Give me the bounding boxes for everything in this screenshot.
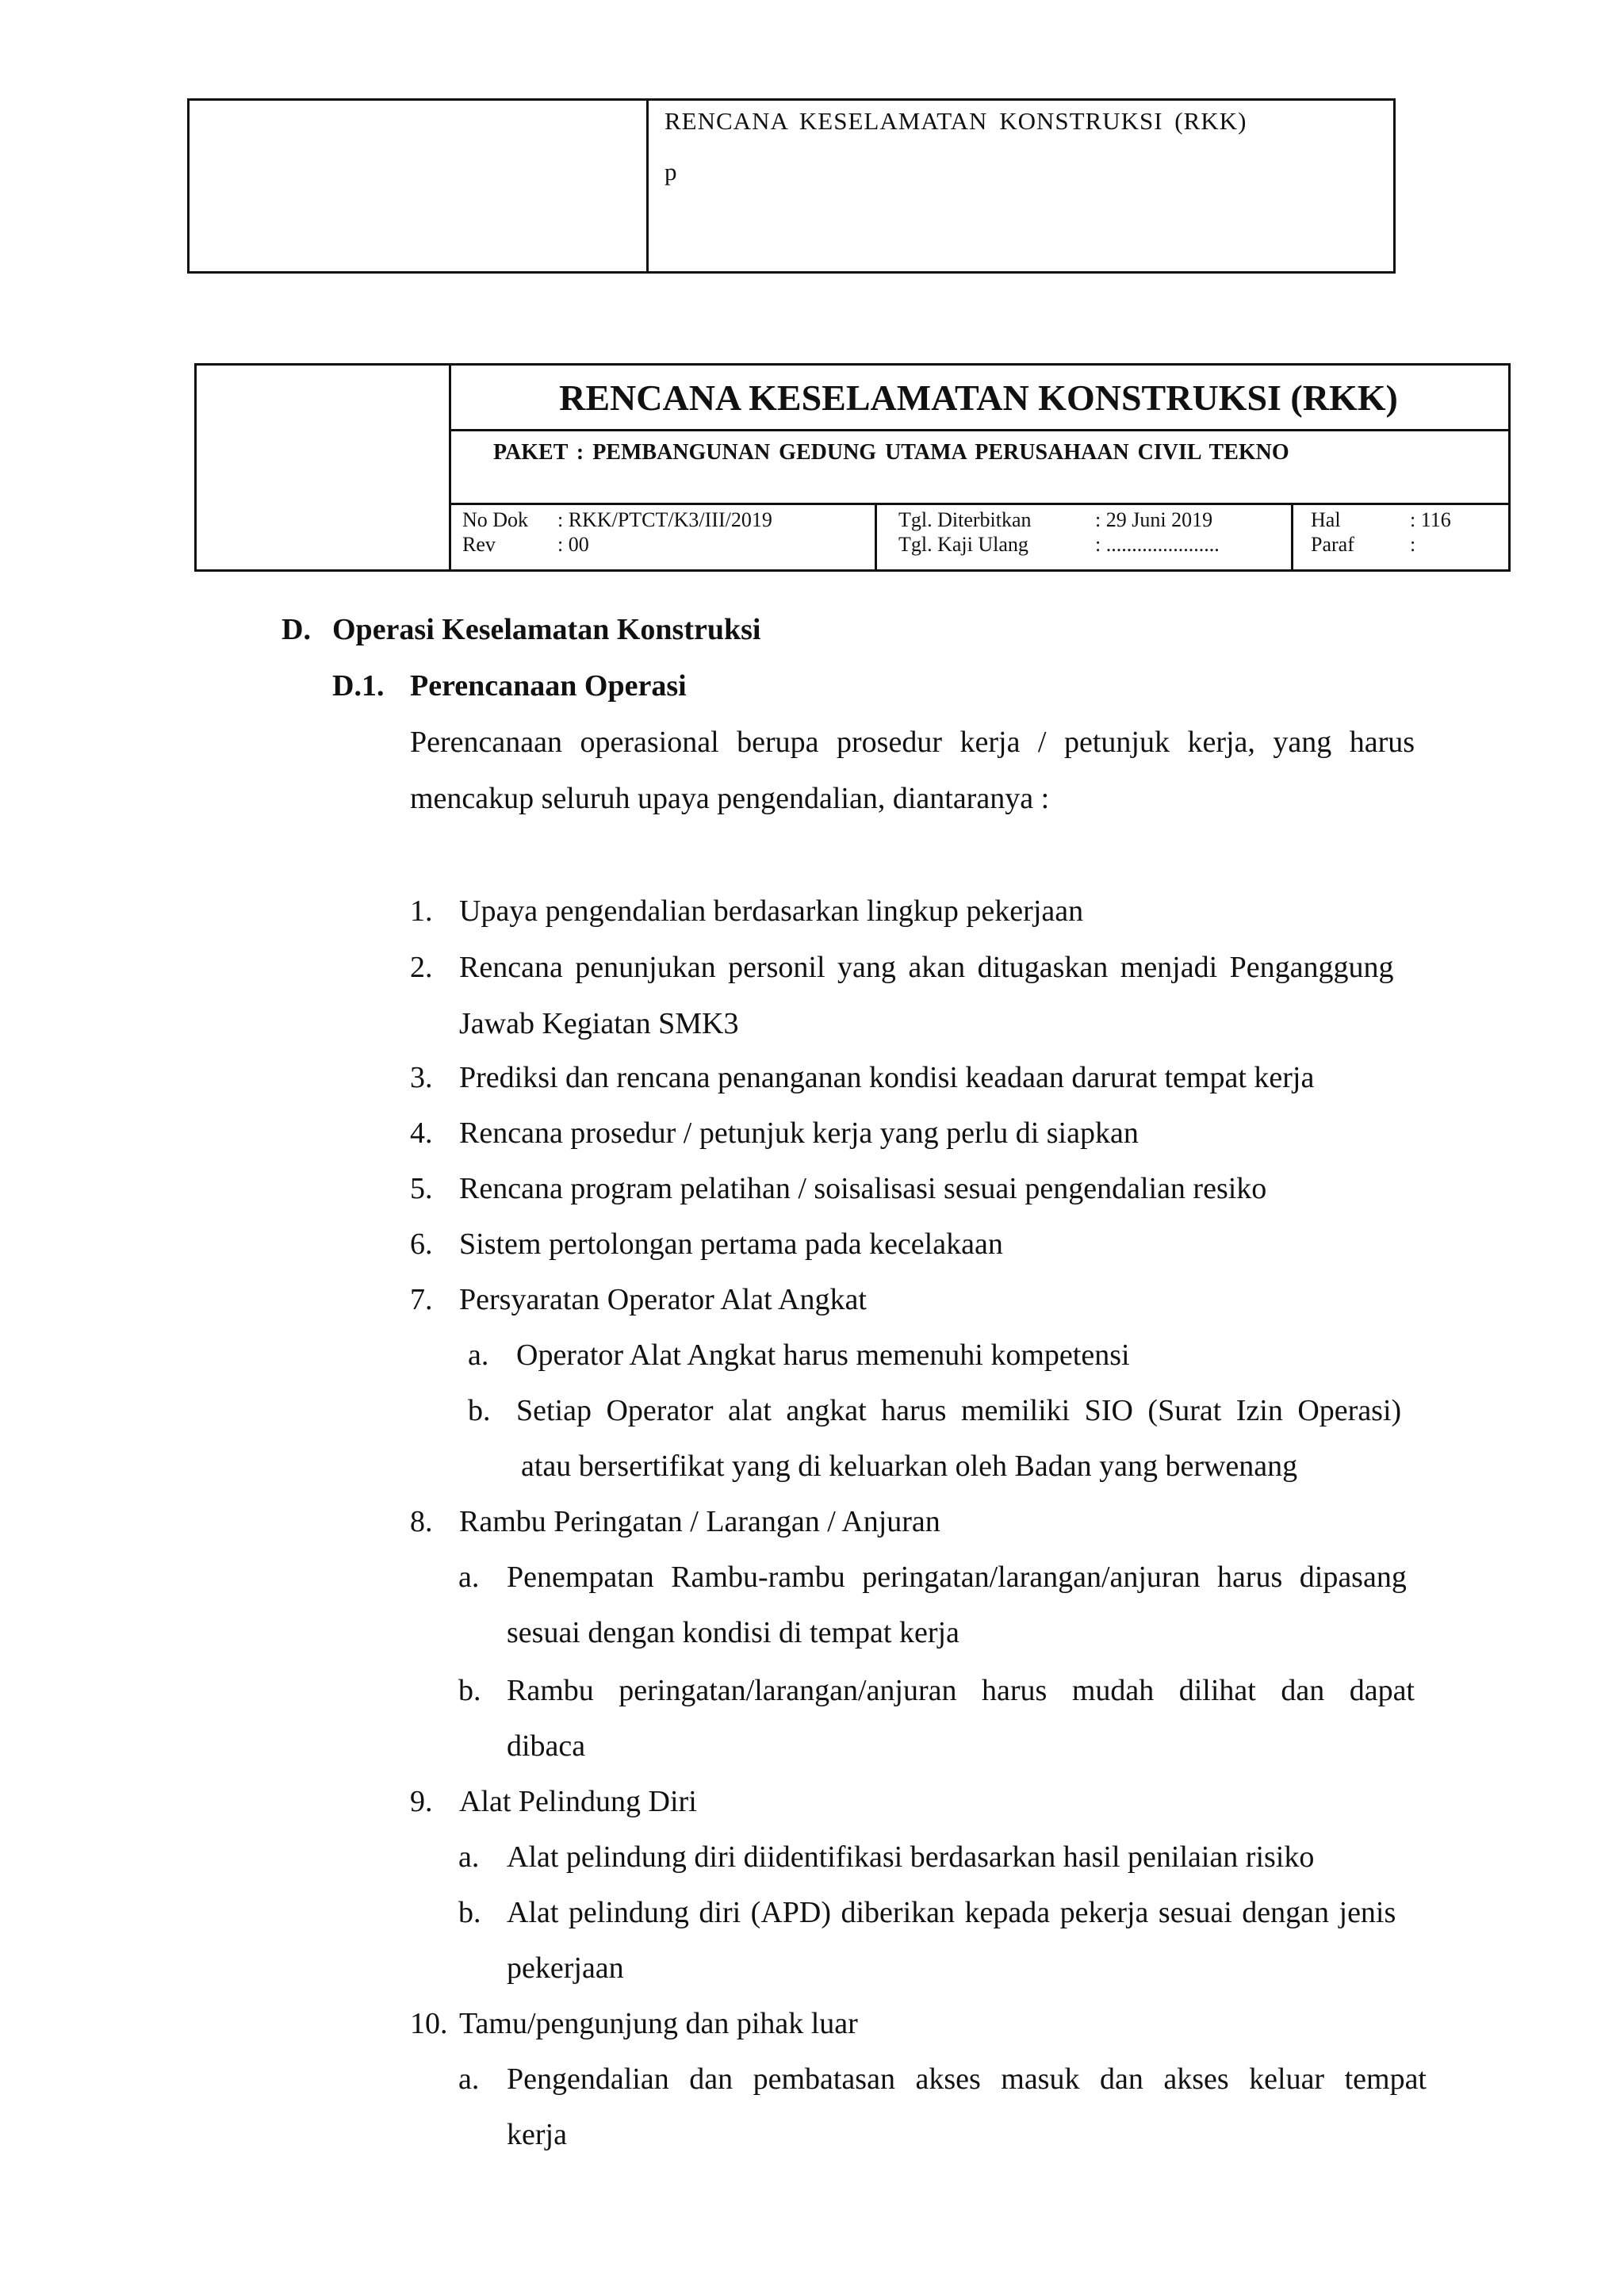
no-dok-value: : RKK/PTCT/K3/III/2019: [557, 508, 772, 531]
page-block: [1311, 507, 1451, 557]
doc-number-block: [462, 507, 772, 557]
no-dok-label: No Dok: [462, 508, 529, 531]
paraf-label: Paraf: [1311, 533, 1354, 556]
tgl-terbit-value: : 29 Juni 2019: [1095, 508, 1213, 531]
list-item: Rencana penunjukan personil yang akan ditugaskan menjadi Penganggung: [459, 951, 1394, 984]
sub-item: Rambu peringatan/larangan/anjuran harus mudah dilihat dan dapat: [507, 1674, 1415, 1707]
item-number: 9.: [410, 1785, 433, 1818]
list-item: Sistem pertolongan pertama pada kecelakaan: [459, 1227, 1003, 1261]
item-number: 10.: [410, 2007, 448, 2040]
rev-label: Rev: [462, 533, 496, 556]
list-item: Prediksi dan rencana penanganan kondisi keadaan darurat tempat kerja: [459, 1061, 1315, 1094]
sub-item-letter: b.: [458, 1896, 481, 1929]
sub-item-continuation: sesuai dengan kondisi di tempat kerja: [507, 1616, 959, 1649]
sub-item-letter: a.: [458, 1840, 480, 1874]
top-header-box: [187, 98, 1396, 274]
item-number: 6.: [410, 1227, 433, 1261]
top-box-title: RENCANA KESELAMATAN KONSTRUKSI (RKK): [665, 107, 1247, 135]
sub-item: Operator Alat Angkat harus memenuhi kompetensi: [516, 1338, 1130, 1372]
sub-item-letter: b.: [458, 1674, 481, 1707]
list-item-continuation: Jawab Kegiatan SMK3: [459, 1007, 739, 1040]
title-row-divider: [449, 429, 1508, 431]
item-number: 1.: [410, 894, 433, 928]
item-number: 5.: [410, 1172, 433, 1205]
intro-line-1: [410, 727, 1472, 757]
sub-item: Penempatan Rambu-rambu peringatan/larangan/anjuran harus dipasang: [507, 1561, 1407, 1594]
top-box-divider: [646, 101, 649, 271]
hal-value: : 116: [1410, 508, 1451, 531]
intro-line-2: mencakup seluruh upaya pengendalian, diantaranya :: [410, 782, 1050, 815]
package-line: PAKET : PEMBANGUNAN GEDUNG UTAMA PERUSAHAAN CIVIL TEKNO: [493, 440, 1289, 465]
paraf-value: :: [1410, 533, 1416, 556]
list-item: Rencana program pelatihan / soisalisasi sesuai pengendalian resiko: [459, 1172, 1267, 1205]
sub-item-continuation: dibaca: [507, 1729, 586, 1763]
item-number: 4.: [410, 1116, 433, 1150]
list-item: Upaya pengendalian berdasarkan lingkup pekerjaan: [459, 894, 1084, 928]
item-number: 2.: [410, 951, 433, 984]
rev-value: : 00: [557, 533, 589, 556]
sub-item: Alat pelindung diri (APD) diberikan kepada pekerja sesuai dengan jenis: [507, 1896, 1396, 1929]
top-box-subtext: p: [665, 158, 677, 186]
tgl-kaji-value: : ......................: [1095, 533, 1220, 556]
sub-item-letter: a.: [468, 1338, 489, 1372]
list-item: Persyaratan Operator Alat Angkat: [459, 1283, 867, 1316]
sub-item: Pengendalian dan pembatasan akses masuk dan akses keluar tempat: [507, 2062, 1427, 2096]
paket-row-divider: [449, 503, 1508, 505]
hal-label: Hal: [1311, 508, 1341, 531]
list-item: Alat Pelindung Diri: [459, 1785, 697, 1818]
date-block: [898, 507, 1220, 557]
list-item: Rambu Peringatan / Larangan / Anjuran: [459, 1505, 940, 1538]
tgl-kaji-label: Tgl. Kaji Ulang: [898, 533, 1028, 556]
item-number: 7.: [410, 1283, 433, 1316]
subsection-title: Perencanaan Operasi: [410, 669, 687, 703]
list-item: Rencana prosedur / petunjuk kerja yang perlu di siapkan: [459, 1116, 1139, 1150]
item-number: 8.: [410, 1505, 433, 1538]
sub-item: Alat pelindung diri diidentifikasi berdasarkan hasil penilaian risiko: [507, 1840, 1315, 1874]
document-title: RENCANA KESELAMATAN KONSTRUKSI (RKK): [559, 377, 1398, 418]
subsection-number: D.1.: [332, 669, 385, 703]
sub-item-continuation: pekerjaan: [507, 1951, 624, 1985]
document-header-table: [194, 363, 1511, 572]
meta-divider-1: [875, 503, 877, 569]
sub-item-letter: a.: [458, 1561, 480, 1594]
sub-item: Setiap Operator alat angkat harus memiliki SIO (Surat Izin Operasi): [516, 1394, 1402, 1427]
section-letter: D.: [282, 613, 311, 646]
sub-item-letter: a.: [458, 2062, 480, 2096]
meta-divider-2: [1291, 503, 1293, 569]
tgl-terbit-label: Tgl. Diterbitkan: [898, 508, 1032, 531]
sub-item-continuation: kerja: [507, 2118, 567, 2151]
item-number: 3.: [410, 1061, 433, 1094]
intro-line-1-text: Perencanaan operasional berupa prosedur kerja / petunjuk kerja, yang harus: [410, 726, 1415, 759]
sub-item-continuation: atau bersertifikat yang di keluarkan oleh Badan yang berwenang: [521, 1450, 1298, 1483]
sub-item-letter: b.: [468, 1394, 491, 1427]
section-title: Operasi Keselamatan Konstruksi: [332, 613, 761, 646]
list-item: Tamu/pengunjung dan pihak luar: [459, 2007, 858, 2040]
